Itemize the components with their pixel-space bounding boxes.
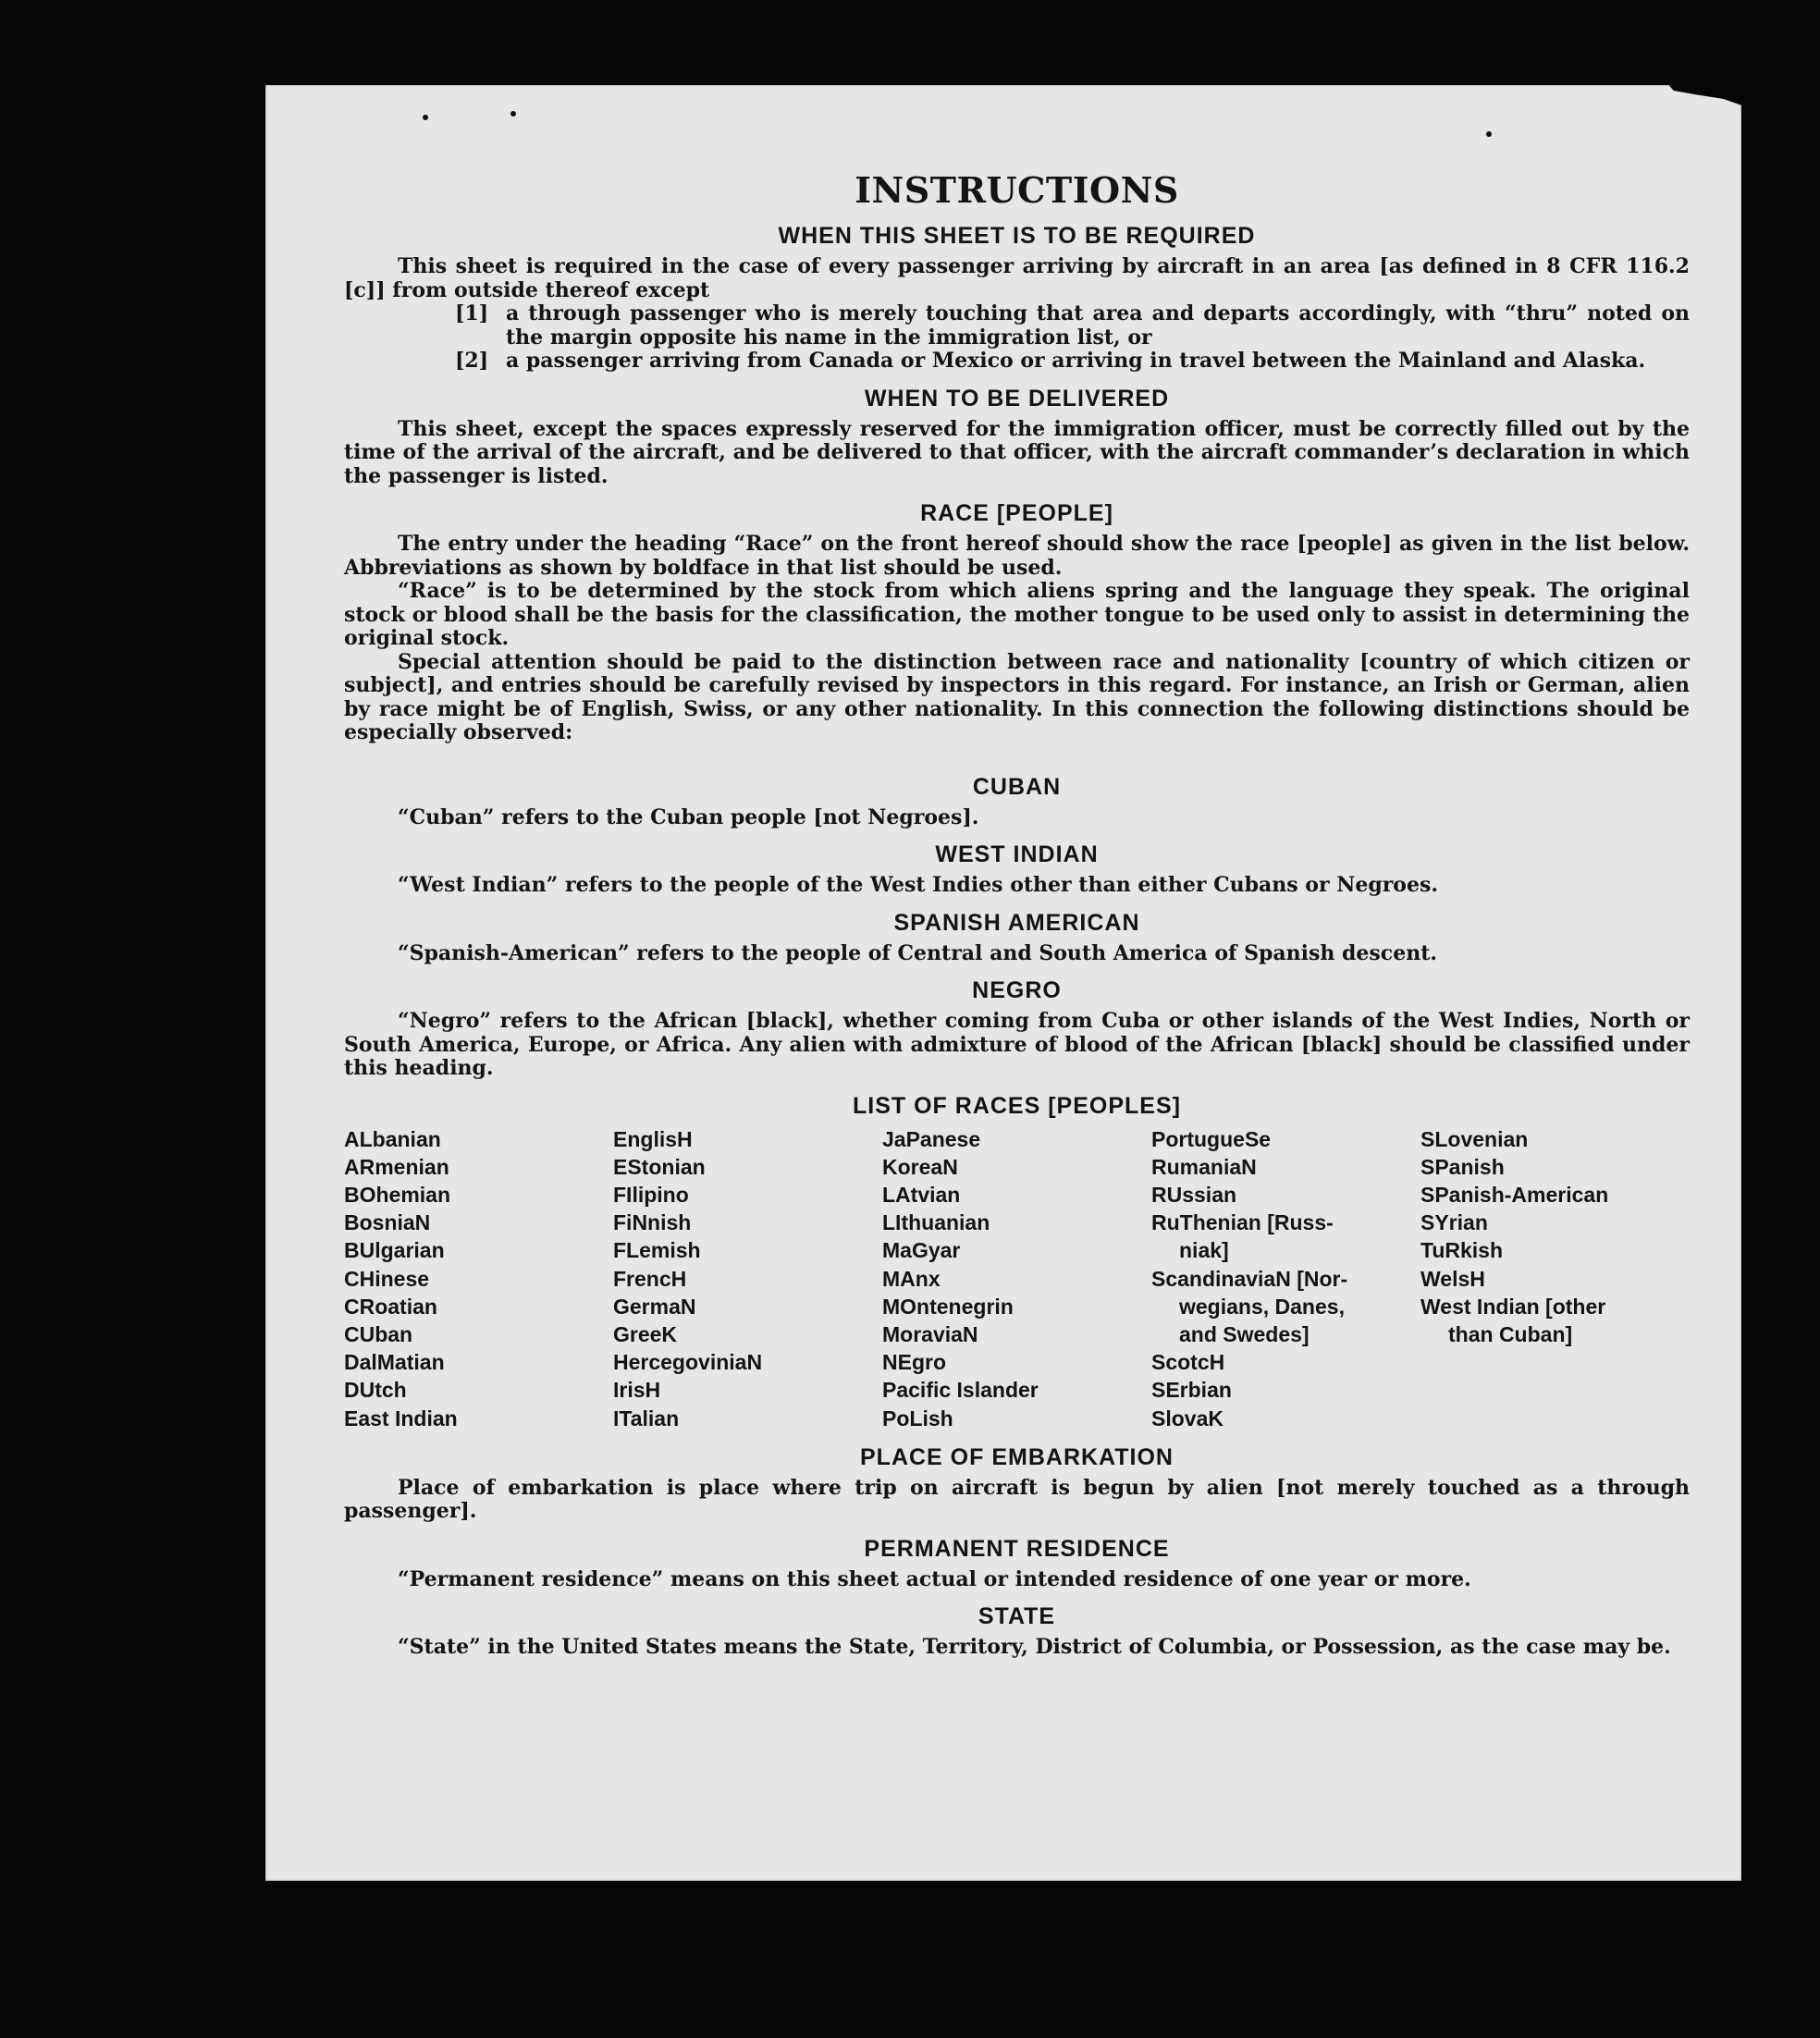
heading-required: WHEN THIS SHEET IS TO BE REQUIRED [778,223,1256,249]
race-entry: EnglisH [613,1126,693,1151]
race-entry: RUssian [1151,1182,1237,1207]
race-entry: EStonian [613,1154,706,1179]
race-entry: HercegoviniaN [613,1350,763,1375]
exception-number: [1] [455,301,489,325]
delivered-text: This sheet, except the spaces expressly reserved for the immigration officer, must be correctly filled out by the time of the arrival of the aircraft, and be delivered to that officer, with the aircraft commander’s declaration in which the passenger is listed. [344,416,1690,488]
race-entry: TuRkish [1420,1238,1504,1263]
heading-state: STATE [978,1603,1056,1630]
races-column-2 [613,1125,882,1432]
race-entry: LIthuanian [882,1210,990,1235]
races-column-4 [1151,1125,1420,1432]
west-indian-text: “West Indian” refers to the people of the West Indies other than either Cubans or Negroes. [398,873,1439,897]
race-entry: SlovaK [1151,1406,1224,1430]
race-entry: MAnx [882,1266,941,1291]
race-entry: MoraviaN [882,1321,978,1346]
race-entry: WelsH [1420,1266,1485,1291]
spanish-american-text: “Spanish-American” refers to the people of Central and South America of Spanish descent. [398,940,1438,965]
race-entry: IrisH [613,1378,661,1403]
race-entry: SYrian [1420,1210,1488,1235]
race-entry-continued: and Swedes] [1179,1321,1310,1346]
race-entry: CRoatian [344,1294,437,1319]
race-entry: FrencH [613,1266,687,1291]
race-entry: MOntenegrin [882,1294,1014,1319]
race-entry: CUban [344,1321,413,1346]
race-entry: SPanish [1420,1154,1505,1179]
races-column-5 [1420,1125,1690,1432]
race-paragraph-1: The entry under the heading “Race” on the front hereof should show the race [people] as given in the list below. Abbreviations as shown by boldface in that list should be used. [344,532,1690,580]
race-entry: BUlgarian [344,1238,445,1263]
heading-residence: PERMANENT RESIDENCE [864,1535,1170,1562]
race-entry: ALbanian [344,1126,441,1151]
race-entry: CHinese [344,1266,430,1291]
races-column-1 [344,1125,613,1432]
heading-embarkation: PLACE OF EMBARKATION [860,1443,1174,1470]
negro-text: “Negro” refers to the African [black], whether coming from Cuba or other islands of the West Indies, North or South America, Europe, or Africa. Any alien with admixture of blood of the African [black] should be classified under this heading. [344,1009,1690,1080]
document-sheet [265,85,1741,1881]
race-entry: NEgro [882,1350,946,1375]
heading-races-list: LIST OF RACES [PEOPLES] [853,1092,1181,1119]
race-entry: GreeK [613,1321,678,1346]
race-paragraph-3: Special attention should be paid to the distinction between race and nationality [country of which citizen or subject], and entries should be carefully revised by inspectors in this regard. For instance, an Irish or German, alien by race might be of English, Swiss, or any other nationality. In this connection the following distinctions should be especially observed: [344,649,1690,744]
heading-negro: NEGRO [972,977,1062,1003]
race-entry: FLemish [613,1238,701,1263]
race-paragraph-2: “Race” is to be determined by the stock from which aliens spring and the language they speak. The original stock or blood shall be the basis for the classification, the mother tongue to be used only to assist in determining the original stock. [344,579,1690,650]
race-entry: BOhemian [344,1182,451,1207]
race-entry: East Indian [344,1406,458,1430]
race-entry: SErbian [1151,1378,1232,1403]
page-title: INSTRUCTIONS [855,169,1179,211]
race-entry: SLovenian [1420,1126,1529,1151]
state-text: “State” in the United States means the State, Territory, District of Columbia, or Possession, as the case may be. [398,1635,1671,1660]
heading-race: RACE [PEOPLE] [920,500,1113,526]
race-entry: FIlipino [613,1182,689,1207]
race-entry: FiNnish [613,1210,692,1235]
heading-spanish-american: SPANISH AMERICAN [893,909,1140,936]
race-entry: KoreaN [882,1154,958,1179]
race-entry: ITalian [613,1406,680,1430]
race-entry: JaPanese [882,1126,981,1151]
races-column-3 [882,1125,1151,1432]
race-entry: BosniaN [344,1210,431,1235]
race-entry: LAtvian [882,1182,961,1207]
heading-delivered: WHEN TO BE DELIVERED [864,385,1170,411]
race-entry: RuThenian [Russ- [1151,1210,1334,1235]
race-entry: Pacific Islander [882,1378,1039,1403]
spacer [344,745,1690,762]
document-body [344,170,1690,1660]
race-entry: DalMatian [344,1350,445,1375]
race-entry-continued: wegians, Danes, [1179,1294,1345,1319]
exception-item-1 [455,302,1690,350]
torn-corner [1664,80,1747,107]
required-intro: This sheet is required in the case of every passenger arriving by aircraft in an area [as defined in 8 CFR 116.2 [c]] from outside thereof except [344,254,1690,302]
race-entry-continued: than Cuban] [1448,1321,1573,1346]
race-entry: West Indian [other [1420,1294,1606,1319]
race-entry: GermaN [613,1294,696,1319]
race-entry: ScandinaviaN [Nor- [1151,1266,1348,1291]
race-entry: RumaniaN [1151,1154,1257,1179]
races-list [344,1125,1690,1432]
race-entry: SPanish-American [1420,1182,1609,1207]
embarkation-text: Place of embarkation is place where trip on aircraft is begun by alien [not merely touched as a through passenger]. [344,1475,1690,1524]
race-entry: PoLish [882,1406,953,1430]
race-entry: ARmenian [344,1154,449,1179]
exception-text: a through passenger who is merely touching that area and departs accordingly, with “thru” noted on the margin opposite his name in the immigration list, or [506,301,1690,350]
race-entry: PortugueSe [1151,1126,1272,1151]
exception-item-2 [455,350,1690,374]
cuban-text: “Cuban” refers to the Cuban people [not Negroes]. [398,804,979,829]
race-entry: DUtch [344,1378,407,1403]
heading-west-indian: WEST INDIAN [935,841,1099,867]
exception-text: a passenger arriving from Canada or Mexico or arriving in travel between the Mainland and Alaska. [506,349,1646,373]
residence-text: “Permanent residence” means on this sheet actual or intended residence of one year or more. [398,1566,1471,1591]
heading-cuban: CUBAN [972,773,1062,800]
speck [423,115,428,120]
speck [510,111,516,117]
exception-number: [2] [455,349,489,373]
race-entry: ScotcH [1151,1350,1225,1375]
race-entry: MaGyar [882,1238,961,1263]
race-entry-continued: niak] [1179,1238,1229,1263]
speck [1486,131,1492,137]
